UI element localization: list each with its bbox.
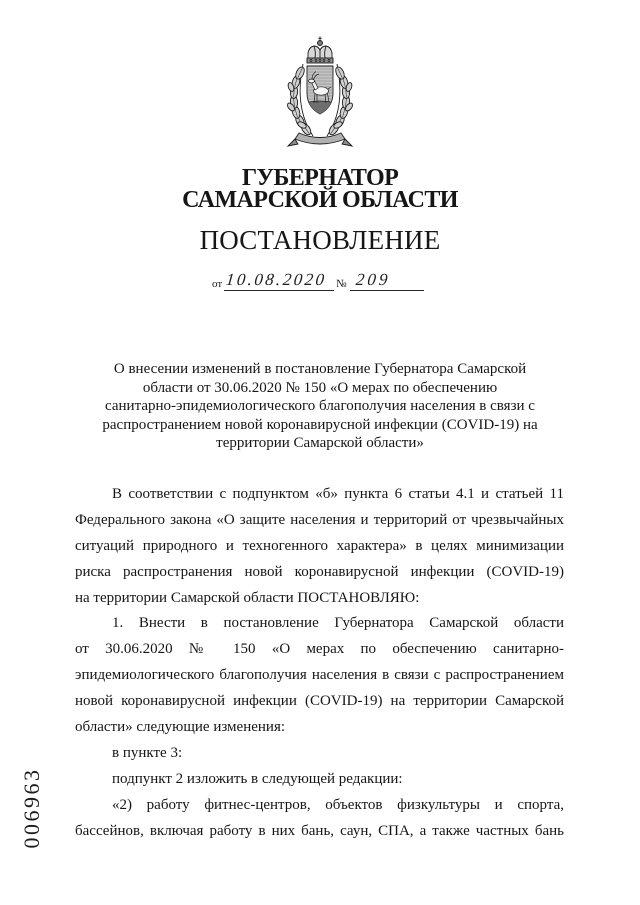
date-prefix: от [212,278,223,290]
subject-line: распространением новой коронавирусной инфекции (COVID-19) на [102,416,538,433]
document-type-title: ПОСТАНОВЛЕНИЕ [199,225,441,255]
item-1-paragraph [75,611,564,740]
body-line: области» следующие изменения: [75,719,286,736]
body-line: от 30.06.2020 № 150 «О мерах по обеспечению санитарно- [75,641,564,658]
subject-line: санитарно-эпидемиологического благополучия населения в связи с [105,398,535,414]
body-line: «2) работу фитнес-центров, объектов физкультуры и спорта, [112,796,564,813]
decree-number-field [350,270,424,291]
subject-line: территории Самарской области» [216,435,424,451]
amendment-instruction-paragraph: подпункт 2 изложить в следующей редакции: [112,770,403,787]
body-line: на территории Самарской области ПОСТАНОВЛЯЮ: [75,589,420,606]
body-line: риска распространения новой коронавирусной инфекции (COVID-19) [75,563,564,580]
body-line: Федерального закона «О защите населения и территорий от чрезвычайных [75,511,564,528]
subclause-2-paragraph [75,793,564,845]
body-line: В соответствии с подпунктом «б» пункта 6 статьи 4.1 и статьей 11 [112,486,564,502]
clause-reference-paragraph: в пункте 3: [112,744,183,761]
shield-icon [305,66,335,116]
decree-body-text [75,482,564,844]
body-line: бассейнов, включая работу в них бань, саун, СПА, а также частных бань [75,822,564,839]
handwritten-date: 10.08.2020 [225,270,328,289]
number-prefix: № [336,278,347,290]
body-line: новой коронавирусной инфекции (COVID-19) на территории Самарской [75,693,564,710]
decree-date-field [224,270,334,291]
preamble-paragraph [75,482,564,611]
body-line: ситуаций природного и техногенного характера» в целях минимизации [75,537,564,554]
body-line: 1. Внести в постановление Губернатора Самарской области [112,615,564,632]
coat-of-arms-icon [275,36,365,148]
handwritten-number: 209 [354,270,392,289]
crown-icon [307,37,333,64]
ribbon-icon [288,133,352,146]
subject-line: О внесении изменений в постановление Губернатора Самарской [113,361,527,377]
body-line: эпидемиологического благополучия населения в связи с распространением [75,667,564,684]
registration-stamp-number: 006963 [19,767,44,849]
authority-title-line2: САМАРСКОЙ ОБЛАСТИ [182,187,458,213]
subject-line: области от 30.06.2020 № 150 «О мерах по обеспечению [142,379,498,396]
decree-subject-title [0,360,640,453]
decree-date-number-line [212,270,424,291]
authority-title-line1: ГУБЕРНАТОР [241,165,399,191]
